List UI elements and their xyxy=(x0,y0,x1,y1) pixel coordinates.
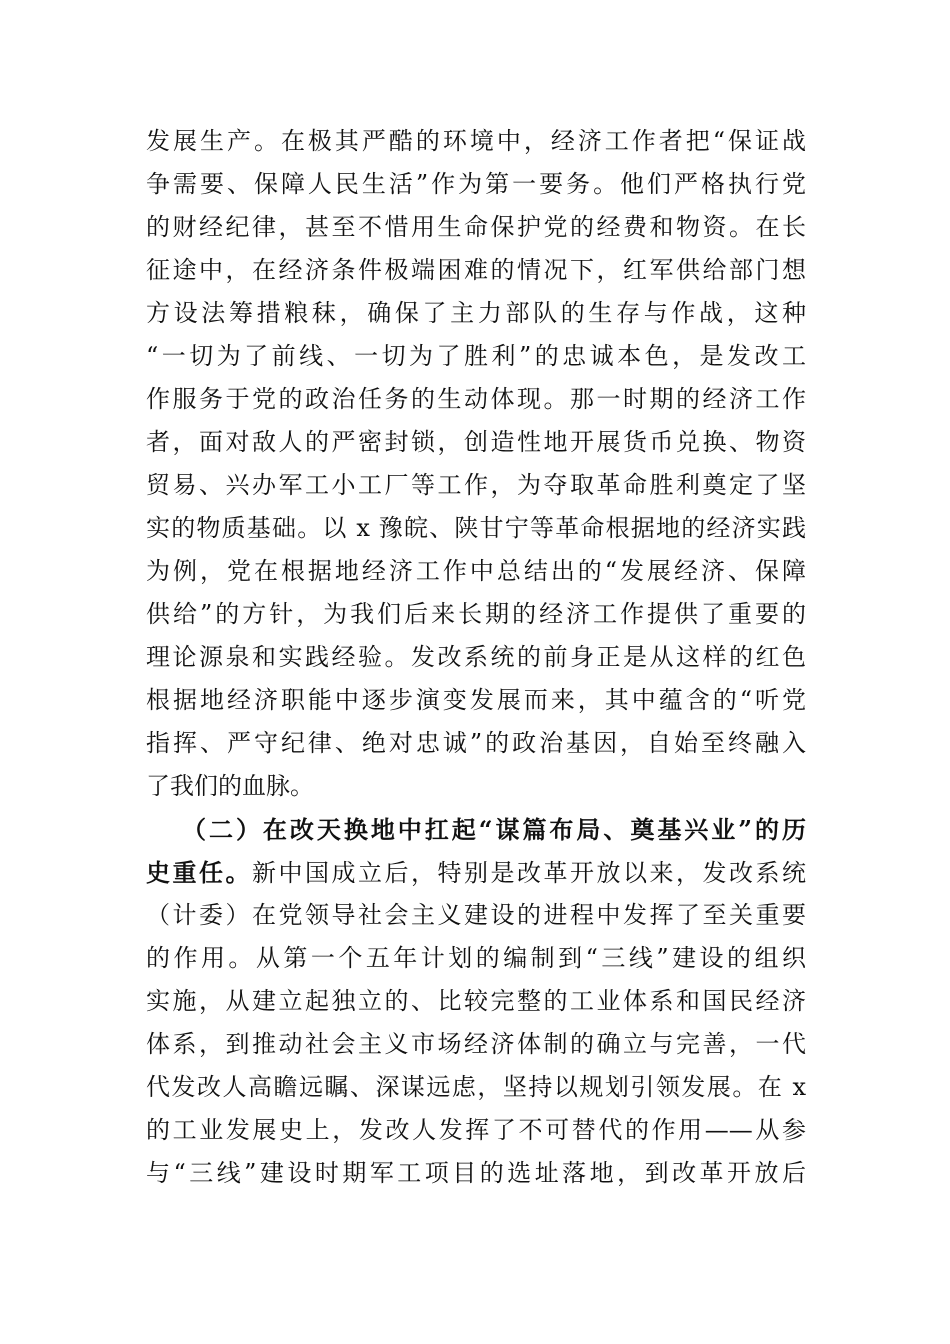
paragraph-1 xyxy=(146,120,806,808)
paragraph-2-line: 体系，到推动社会主义市场经济体制的确立与完善，一代 xyxy=(146,1030,806,1058)
paragraph-1-line: 征途中，在经济条件极端困难的情况下，红军供给部门想 xyxy=(146,256,806,284)
paragraph-1-line: 发展生产。在极其严酷的环境中，经济工作者把“保证战 xyxy=(146,127,806,155)
paragraph-1-line: 指挥、严守纪律、绝对忠诚”的政治基因，自始至终融入 xyxy=(146,729,806,757)
paragraph-2-line xyxy=(146,851,806,894)
paragraph-2-line-text: 新中国成立后，特别是改革开放以来，发改系统 xyxy=(252,859,806,887)
paragraph-1-line: “一切为了前线、一切为了胜利”的忠诚本色，是发改工 xyxy=(146,342,806,370)
paragraph-1-line: 方设法筹措粮秣，确保了主力部队的生存与作战，这种 xyxy=(146,299,806,327)
paragraph-2 xyxy=(146,808,806,1195)
paragraph-1-line: 争需要、保障人民生活”作为第一要务。他们严格执行党 xyxy=(146,170,806,198)
paragraph-1-line: 实的物质基础。以 x 豫皖、陕甘宁等革命根据地的经济实践 xyxy=(146,514,806,542)
paragraph-1-line: 了我们的血脉。 xyxy=(146,772,314,800)
section-heading: （二）在改天换地中扛起“谋篇布局、奠基兴业”的历 xyxy=(182,815,806,844)
section-heading-end: 史重任。 xyxy=(146,858,252,887)
paragraph-2-line: 实施，从建立起独立的、比较完整的工业体系和国民经济 xyxy=(146,987,806,1015)
paragraph-2-line: 代发改人高瞻远瞩、深谋远虑，坚持以规划引领发展。在 x xyxy=(146,1073,806,1101)
paragraph-1-line: 的财经纪律，甚至不惜用生命保护党的经费和物资。在长 xyxy=(146,213,806,241)
paragraph-2-line: 的作用。从第一个五年计划的编制到“三线”建设的组织 xyxy=(146,944,806,972)
paragraph-1-line: 贸易、兴办军工小工厂等工作，为夺取革命胜利奠定了坚 xyxy=(146,471,806,499)
paragraph-1-line: 供给”的方针，为我们后来长期的经济工作提供了重要的 xyxy=(146,600,806,628)
paragraph-1-line: 为例，党在根据地经济工作中总结出的“发展经济、保障 xyxy=(146,557,806,585)
paragraph-1-line: 根据地经济职能中逐步演变发展而来，其中蕴含的“听党 xyxy=(146,686,806,714)
paragraph-2-line: 的工业发展史上，发改人发挥了不可替代的作用——从参 xyxy=(146,1116,806,1144)
paragraph-1-line: 理论源泉和实践经验。发改系统的前身正是从这样的红色 xyxy=(146,643,806,671)
paragraph-2-line: 与“三线”建设时期军工项目的选址落地，到改革开放后 xyxy=(146,1159,806,1187)
paragraph-1-line: 作服务于党的政治任务的生动体现。那一时期的经济工作 xyxy=(146,385,806,413)
paragraph-1-line: 者，面对敌人的严密封锁，创造性地开展货币兑换、物资 xyxy=(146,428,806,456)
paragraph-2-line: （计委）在党领导社会主义建设的进程中发挥了至关重要 xyxy=(146,901,806,929)
